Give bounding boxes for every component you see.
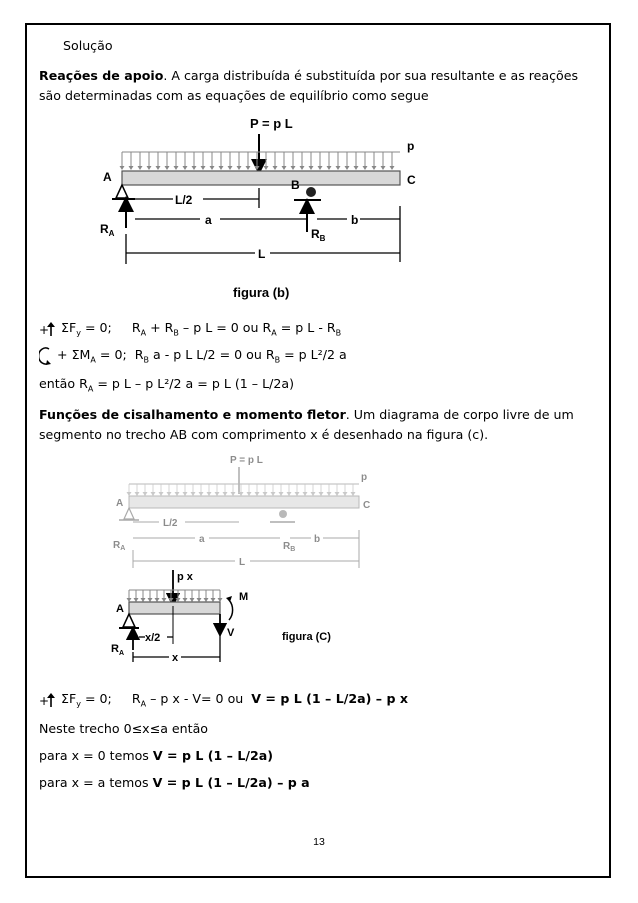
reacoes-title: Reações de apoio xyxy=(39,68,164,83)
x-a-line: para x = a temos V = p L (1 – L/2a) – p a xyxy=(39,775,310,790)
figb-p-label: p xyxy=(407,139,415,153)
eq-sum-ma: + $\Sigma M_A = 0$; $R_B$ a - p L L/2 = 0 ou $R_B = p$ L²/2 a xyxy=(39,345,347,366)
svg-text:L/2: L/2 xyxy=(163,518,178,529)
figb-a: a xyxy=(205,213,212,227)
figb-load-label: P = p L xyxy=(250,116,293,131)
reacoes-text-1: . A carga distribuída é substituída por sua resultante e as reações xyxy=(163,68,579,83)
figb-C: C xyxy=(407,173,416,187)
paragraph-reacoes-line2: são determinadas com as equações de equilíbrio como segue xyxy=(39,88,429,103)
svg-text:+: + xyxy=(39,693,50,708)
figc-M: M xyxy=(239,591,249,603)
figb-pin-support xyxy=(116,185,128,198)
svg-text:RA: $R_A$ xyxy=(113,540,126,552)
counterclockwise-moment-icon xyxy=(39,346,53,366)
figb-RA: $R_A$ xyxy=(100,222,115,238)
figc-moment-arrow xyxy=(229,600,233,620)
figc-A: A xyxy=(116,603,124,615)
figc-faded-beam xyxy=(113,455,370,568)
paragraph-funcoes-line1 xyxy=(39,405,574,425)
figb-L2: L/2 xyxy=(175,193,193,207)
figb-A: A xyxy=(103,170,112,184)
svg-text:+: + xyxy=(39,322,50,337)
funcoes-text-1: . Um diagrama de corpo livre de um xyxy=(345,407,574,422)
figc-x2: x/2 xyxy=(145,632,161,644)
upward-positive-icon xyxy=(39,692,57,708)
figb-caption: figura (b) xyxy=(233,285,290,300)
figb-B: B xyxy=(291,178,300,192)
figure-b xyxy=(95,112,425,302)
figc-segment xyxy=(129,602,220,614)
paragraph-funcoes-line2: segmento no trecho AB com comprimento x é desenhado na figura (c). xyxy=(39,427,489,442)
neste-trecho-text: Neste trecho 0≤x≤a então xyxy=(39,721,209,736)
heading-solucao: Solução xyxy=(63,38,113,53)
x-zero-line: para x = 0 temos V = p L (1 – L/2a) xyxy=(39,748,273,763)
figb-b: b xyxy=(351,213,359,227)
eq-sum-fy-1: + $\Sigma F_y = 0$; $R_A + R_B - p$ L = 0 ou $R_A = p$ L - $R_B$ xyxy=(39,320,342,338)
figc-x: x xyxy=(172,652,179,664)
svg-text:P = p L: P = p L xyxy=(230,455,263,466)
eq-entao: então $R_A = p$ L – p L²/2 a = p L (1 – L/2a) xyxy=(39,376,294,394)
figb-RB: $R_B$ xyxy=(311,227,326,243)
figc-pin-support xyxy=(123,614,135,627)
figb-L: L xyxy=(258,247,266,261)
svg-text:RB: $R_B$ xyxy=(283,541,296,553)
figc-V: V xyxy=(227,627,235,639)
svg-text:b: b xyxy=(314,534,321,545)
eq-sum-fy-2: + $\Sigma F_y = 0$; $R_A$ – p x - V= 0 ou V = p L (1 – L/2a) – p x xyxy=(39,691,408,709)
funcoes-title: Funções de cisalhamento e momento fletor xyxy=(39,407,346,422)
paragraph-reacoes-line1 xyxy=(39,66,578,86)
figc-caption: figura (C) xyxy=(282,631,331,643)
page-number: 13 xyxy=(313,836,325,848)
svg-text:a: a xyxy=(199,534,205,545)
figb-beam xyxy=(122,171,400,185)
svg-text:A: A xyxy=(116,498,124,509)
svg-text:L: L xyxy=(239,557,246,568)
figc-RA: $R_A$ xyxy=(111,643,125,657)
svg-text:p: p xyxy=(361,472,368,483)
figure-c xyxy=(105,450,385,675)
upward-positive-icon xyxy=(39,321,57,337)
figc-px-label: p x xyxy=(177,571,193,583)
figb-roller xyxy=(306,187,316,197)
svg-text:C: C xyxy=(363,500,371,511)
